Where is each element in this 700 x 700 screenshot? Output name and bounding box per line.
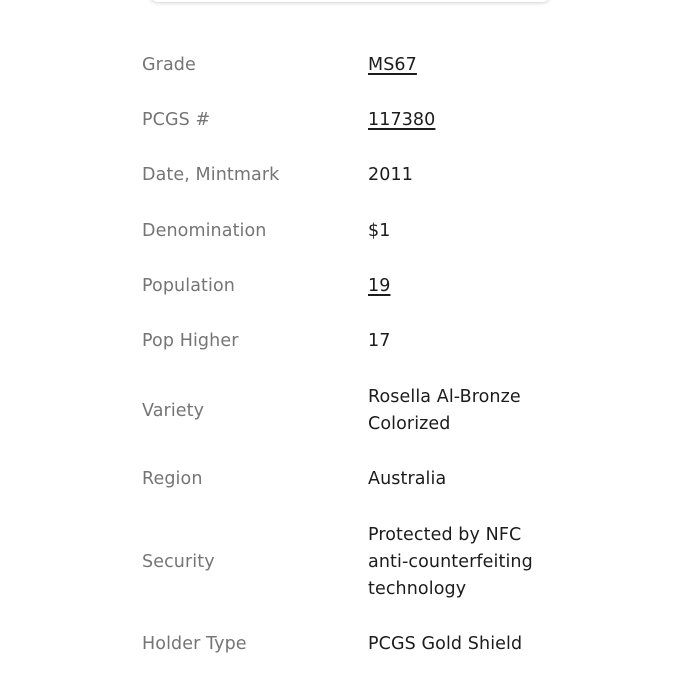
holder-type-value: PCGS Gold Shield	[368, 634, 523, 654]
security-label: Security	[142, 552, 215, 572]
detail-row-pop-higher	[142, 328, 582, 355]
variety-value: Rosella Al-Bronze Colorized	[368, 387, 521, 434]
detail-row-holder-type	[142, 631, 582, 658]
detail-row-pcgs-number	[142, 107, 582, 134]
detail-row-denomination	[142, 218, 582, 245]
region-label: Region	[142, 469, 203, 489]
holder-type-label: Holder Type	[142, 634, 247, 654]
population-label: Population	[142, 276, 235, 296]
region-value: Australia	[368, 469, 447, 489]
pcgs-number-label: PCGS #	[142, 110, 211, 130]
detail-row-grade	[142, 52, 582, 79]
grade-label: Grade	[142, 55, 196, 75]
denomination-value: $1	[368, 221, 391, 241]
population-link[interactable]: 19	[368, 276, 391, 296]
detail-row-region	[142, 466, 582, 493]
detail-row-population	[142, 273, 582, 300]
date-mintmark-value: 2011	[368, 165, 413, 185]
pop-higher-label: Pop Higher	[142, 331, 239, 351]
pop-higher-value: 17	[368, 331, 391, 351]
security-value: Protected by NFC anti-counterfeiting technology	[368, 525, 533, 599]
date-mintmark-label: Date, Mintmark	[142, 165, 280, 185]
detail-row-date-mintmark	[142, 162, 582, 189]
variety-label: Variety	[142, 400, 205, 421]
pcgs-number-link[interactable]: 117380	[368, 110, 436, 130]
grade-link[interactable]: MS67	[368, 55, 417, 75]
previous-card-edge	[150, 0, 550, 2]
detail-row-security	[142, 522, 582, 603]
denomination-label: Denomination	[142, 221, 267, 241]
detail-row-variety	[142, 384, 582, 438]
